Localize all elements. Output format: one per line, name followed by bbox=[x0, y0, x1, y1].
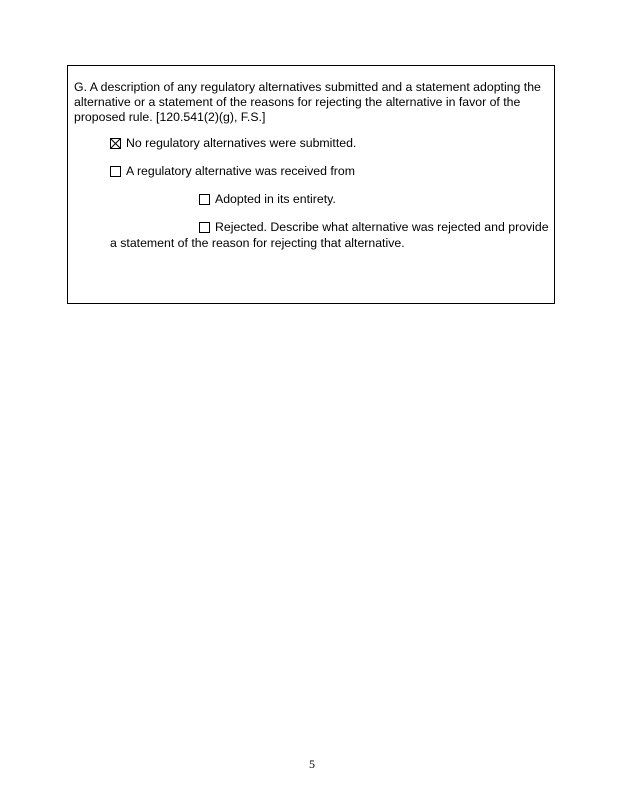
option-no-alternatives bbox=[110, 136, 356, 151]
section-g-heading: G. A description of any regulatory alternatives submitted and a statement adopting the alternative or a statement of the reasons for rejecting the alternative in favor of the proposed rule. [120.541(2)(g), F.S.] bbox=[74, 80, 541, 124]
option-rejected-label-line2: a statement of the reason for rejecting that alternative. bbox=[110, 236, 405, 250]
option-no-alternatives-label: No regulatory alternatives were submitted. bbox=[126, 136, 357, 150]
page-number: 5 bbox=[309, 757, 315, 771]
checkbox-rejected[interactable] bbox=[199, 222, 210, 233]
checkbox-no-alternatives[interactable] bbox=[110, 138, 121, 149]
checkbox-adopted[interactable] bbox=[199, 194, 210, 205]
option-rejected-label-line1: Rejected. Describe what alternative was rejected and provide bbox=[215, 220, 549, 234]
option-alternative-received bbox=[110, 164, 355, 179]
section-g-box bbox=[67, 65, 555, 304]
option-adopted bbox=[199, 192, 336, 207]
option-rejected bbox=[199, 220, 549, 235]
option-alternative-received-label: A regulatory alternative was received from bbox=[126, 164, 355, 178]
checked-x-icon bbox=[111, 139, 120, 148]
option-adopted-label: Adopted in its entirety. bbox=[215, 192, 336, 206]
checkbox-alternative-received[interactable] bbox=[110, 166, 121, 177]
